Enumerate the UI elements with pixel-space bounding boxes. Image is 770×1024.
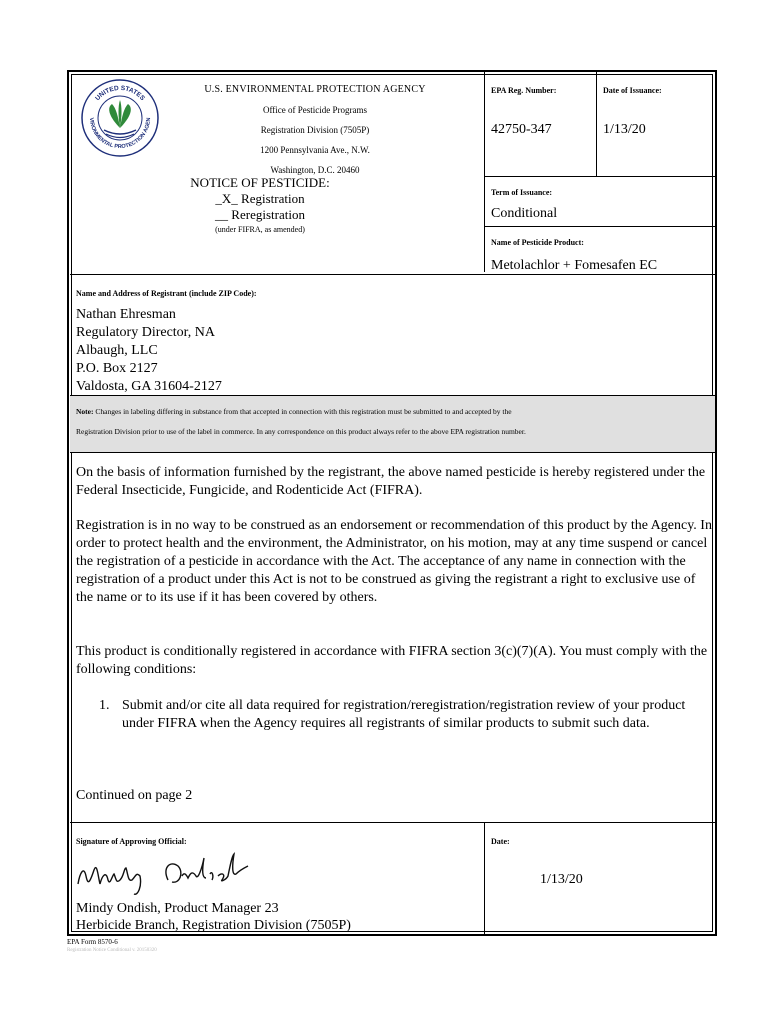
note-block bbox=[76, 402, 706, 442]
signature-date-value: 1/13/20 bbox=[540, 872, 583, 887]
form-number: EPA Form 8570-6 bbox=[67, 938, 118, 946]
product-label: Name of Pesticide Product: bbox=[491, 238, 584, 247]
term-label: Term of Issuance: bbox=[491, 188, 553, 197]
divider-h-term bbox=[484, 226, 715, 227]
agency-division: Registration Division (7505P) bbox=[260, 125, 370, 135]
divider-h-header bbox=[70, 274, 715, 275]
signature-date-label: Date: bbox=[491, 837, 510, 846]
registrant-company: Albaugh, LLC bbox=[76, 343, 158, 358]
registration-option: _X_ Registration bbox=[215, 191, 305, 206]
divider-v-header bbox=[484, 72, 485, 272]
term-value: Conditional bbox=[491, 206, 558, 221]
notice-title: NOTICE OF PESTICIDE: bbox=[190, 175, 330, 190]
divider-h-signature bbox=[70, 822, 715, 823]
note-line-2: Registration Division prior to use of the label in commerce. In any correspondence on this product always refer to the above EPA registration number. bbox=[76, 427, 526, 436]
handwritten-signature-icon bbox=[72, 846, 262, 900]
signature-label: Signature of Approving Official: bbox=[76, 837, 187, 846]
body-paragraph-1: On the basis of information furnished by the registrant, the above named pesticide is hereby registered under the Federal Insecticide, Fungicide, and Rodenticide Act (FIFRA). bbox=[76, 465, 706, 498]
reregistration-option: __ Reregistration bbox=[215, 207, 305, 222]
note-line-1: Changes in labeling differing in substance from that accepted in connection with this registration must be submitted to and accepted by the bbox=[95, 407, 512, 416]
agency-city: Washington, D.C. 20460 bbox=[270, 165, 360, 175]
under-fifra: (under FIFRA, as amended) bbox=[215, 225, 305, 234]
registrant-label: Name and Address of Registrant (include ZIP Code): bbox=[76, 289, 257, 298]
svg-text:ENVIRONMENTAL PROTECTION AGENC: VIRONMENTAL PROTECTION AGEN bbox=[87, 117, 153, 151]
agency-office: Office of Pesticide Programs bbox=[262, 105, 368, 115]
registrant-title: Regulatory Director, NA bbox=[76, 325, 216, 340]
agency-name: U.S. ENVIRONMENTAL PROTECTION AGENCY bbox=[204, 84, 426, 95]
registrant-city: Valdosta, GA 31604-2127 bbox=[76, 379, 222, 394]
divider-v-reg-date bbox=[596, 72, 597, 176]
body-paragraph-2: Registration is in no way to be construed as an endorsement or recommendation of this product by the Agency. In order to protect health and the environment, the Administrator, on his motion, may at any time suspend or cancel the registration of a pesticide in accordance with the Act. The acceptance of any name in connection with the registration of a product under this Act is not to be construed as giving the registrant a right to exclusive use of the name or to its use if it has been covered by others. bbox=[76, 518, 712, 605]
divider-v-signature bbox=[484, 822, 485, 934]
agency-address bbox=[150, 80, 480, 180]
epa-reg-value: 42750-347 bbox=[491, 122, 552, 137]
continued-on-page: Continued on page 2 bbox=[76, 788, 193, 803]
divider-h-reg bbox=[484, 176, 715, 177]
condition-item-1-number: 1. bbox=[99, 698, 110, 713]
date-issuance-label: Date of Issuance: bbox=[603, 86, 662, 95]
approver-name: Mindy Ondish, Product Manager 23 bbox=[76, 901, 279, 916]
divider-h-note-bottom bbox=[70, 452, 715, 453]
registrant-name: Nathan Ehresman bbox=[76, 307, 176, 322]
form-revision: Registration Notice Conditional v. 20150320 bbox=[67, 948, 157, 953]
condition-item-1: Submit and/or cite all data required for registration/reregistration/registration review of your product under FIFRA when the Agency requires all registrants of similar products to submit such data. bbox=[122, 698, 686, 731]
registrant-address bbox=[76, 306, 222, 396]
product-value: Metolachlor + Fomesafen EC bbox=[491, 258, 658, 273]
body-paragraph-3: This product is conditionally registered in accordance with FIFRA section 3(c)(7)(A). You must comply with the following conditions: bbox=[76, 644, 708, 677]
epa-seal-icon bbox=[80, 78, 160, 158]
date-issuance-value: 1/13/20 bbox=[603, 122, 646, 137]
registrant-po-box: P.O. Box 2127 bbox=[76, 361, 158, 376]
agency-street: 1200 Pennsylvania Ave., N.W. bbox=[260, 145, 370, 155]
epa-reg-label: EPA Reg. Number: bbox=[491, 86, 557, 95]
note-label: Note: bbox=[76, 407, 94, 416]
notice-of-pesticide bbox=[150, 175, 370, 237]
approver-branch: Herbicide Branch, Registration Division (7505P) bbox=[76, 918, 351, 933]
svg-text:UNITED STATES: UNITED STATES bbox=[94, 84, 146, 103]
